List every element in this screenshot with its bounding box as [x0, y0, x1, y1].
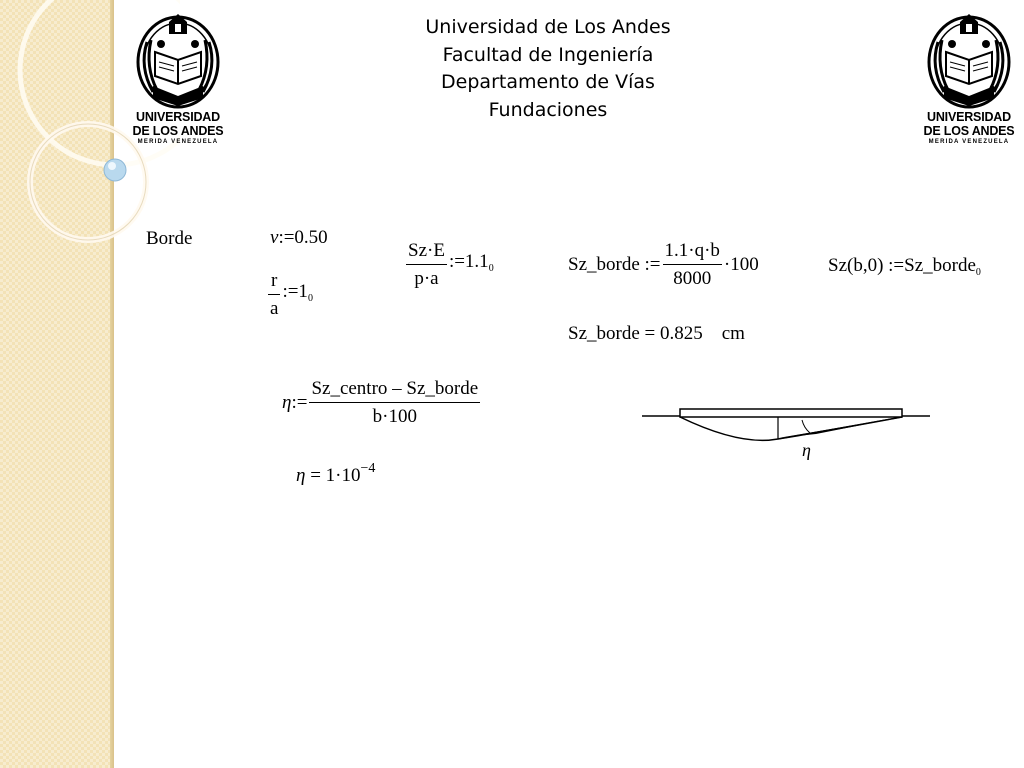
university-logo-right [922, 12, 1016, 147]
sze-denominator: p·a [414, 268, 439, 289]
settlement-diagram [640, 400, 940, 470]
logo-text-location: MERIDA VENEZUELA [928, 139, 1010, 145]
logo-text-location: MERIDA VENEZUELA [137, 139, 219, 145]
header-course: Fundaciones [488, 98, 608, 121]
crest-icon [922, 12, 1016, 110]
logo-text-line2: DE LOS ANDES [132, 124, 224, 138]
diagram-eta-label: η [802, 440, 811, 460]
sz-function-definition [828, 255, 981, 284]
eta-denominator: b·100 [372, 406, 417, 427]
eta-symbol: η [282, 392, 292, 413]
university-logo-left [131, 12, 225, 147]
szfun-rhs: :=Sz_borde [888, 255, 976, 276]
szb-tail: ·100 [723, 254, 759, 275]
header-university: Universidad de Los Andes [425, 16, 671, 38]
sz-borde-definition [568, 240, 759, 290]
crest-icon [131, 12, 225, 110]
r-over-a-fraction [268, 270, 280, 320]
blue-bead [104, 159, 126, 181]
szb-result-value: Sz_borde = 0.825 [568, 323, 703, 344]
szb-numerator: 1.1·q·b [663, 240, 722, 265]
angle-arc [802, 420, 810, 433]
szfun-lhs: Sz(b,0) [828, 255, 884, 276]
r-over-a-equation [266, 270, 313, 320]
header-department: Departamento de Vías [441, 71, 655, 93]
slide-header [348, 14, 748, 124]
eta-result [296, 458, 375, 487]
szb-lhs: Sz_borde := [568, 254, 661, 275]
eta-result-value: = 1·10 [310, 465, 361, 486]
sze-fraction [406, 240, 447, 290]
foundation-plate [680, 409, 902, 417]
eta-exponent: −4 [360, 461, 376, 476]
eta-numerator: Sz_centro – Sz_borde [309, 378, 480, 403]
szb-denominator: 8000 [673, 268, 712, 289]
ra-numerator: r [268, 270, 280, 295]
eta-definition [282, 378, 482, 428]
sze-equation [404, 240, 494, 290]
szb-fraction [663, 240, 722, 290]
sz-borde-result [568, 323, 745, 345]
eta-result-symbol: η [296, 465, 306, 486]
sze-numerator: Sz·E [406, 240, 447, 265]
section-label: Borde [146, 228, 193, 249]
ra-subscript: 0 [307, 292, 313, 304]
szb-result-unit: cm [721, 323, 745, 344]
szfun-subscript: 0 [975, 267, 981, 278]
ra-denominator: a [270, 298, 279, 319]
logo-text-line2: DE LOS ANDES [923, 124, 1015, 138]
eta-fraction [309, 378, 480, 428]
logo-text-line1: UNIVERSIDAD [136, 110, 220, 124]
eta-assign: := [291, 392, 308, 413]
nu-symbol: ν [270, 227, 279, 248]
header-faculty: Facultad de Ingeniería [442, 43, 654, 66]
ra-assign: :=1 [282, 280, 308, 302]
sze-assign: :=1.1 [448, 250, 489, 272]
logo-text-line1: UNIVERSIDAD [927, 110, 1011, 124]
nu-assign: :=0.50 [278, 227, 328, 248]
sze-subscript: 0 [488, 262, 494, 274]
poisson-ratio-equation [270, 227, 328, 249]
